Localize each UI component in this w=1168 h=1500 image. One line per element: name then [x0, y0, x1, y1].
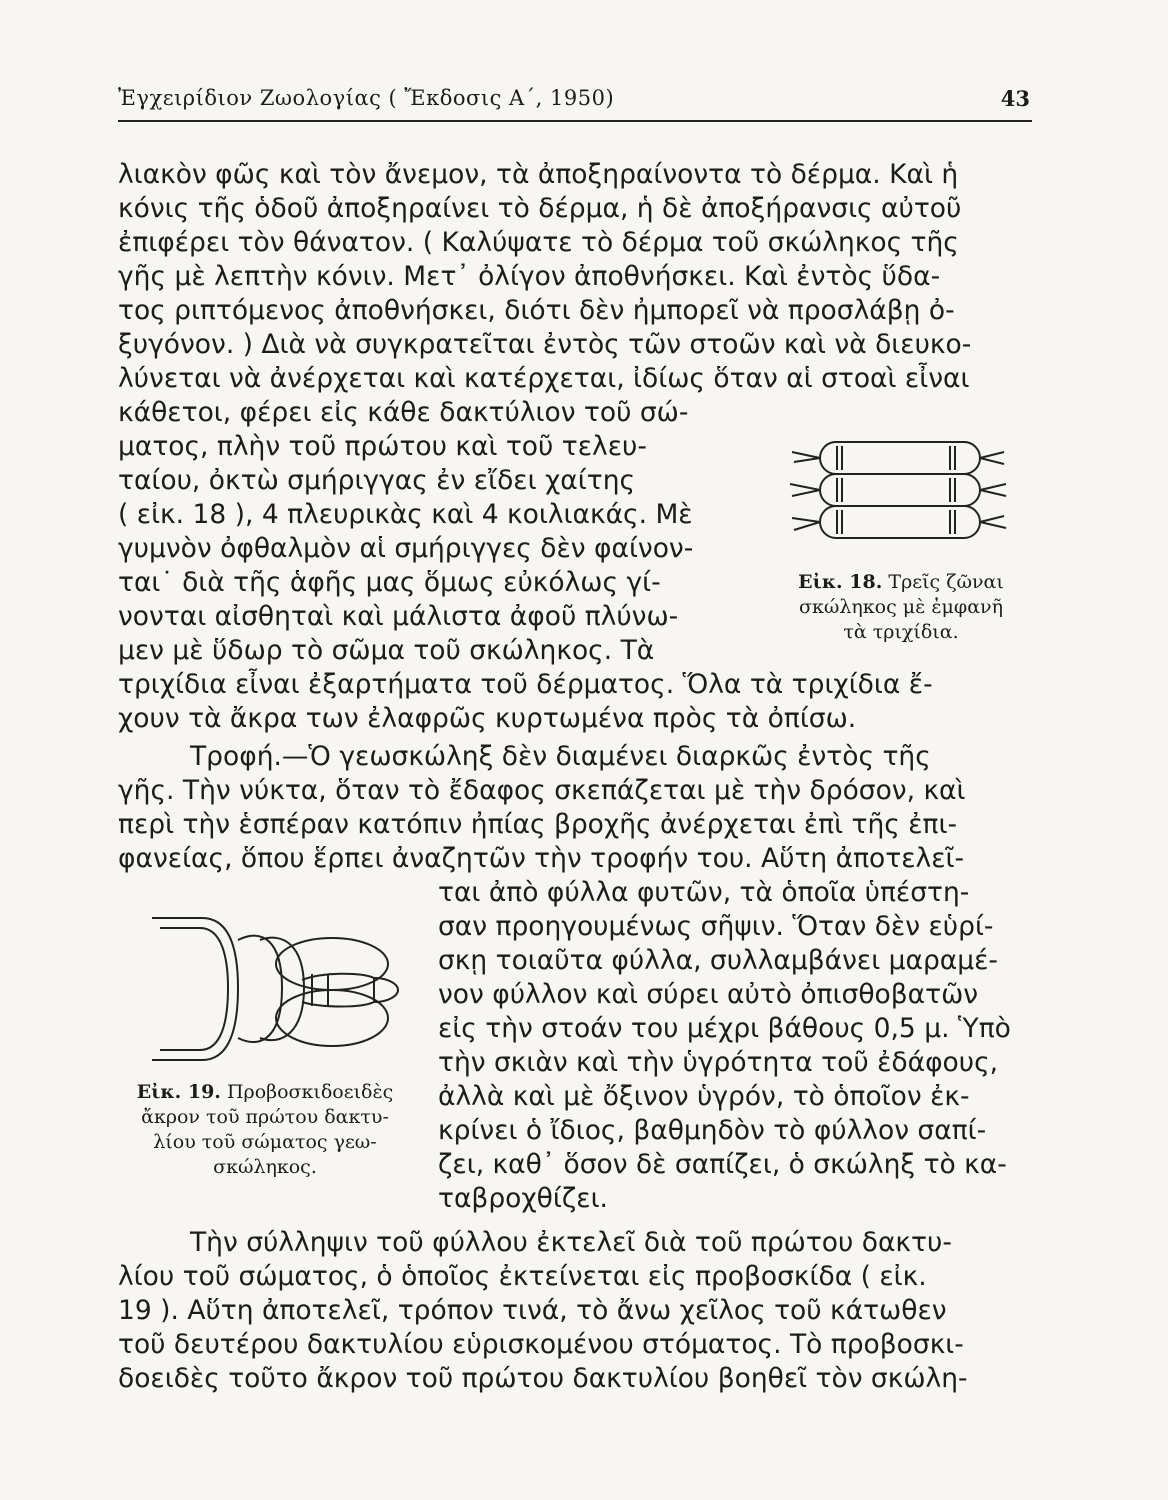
text-line: 19 ). Αὕτη ἀποτελεῖ, τρόπον τινά, τὸ ἄνω χεῖλος τοῦ κάτωθεν	[118, 1295, 947, 1326]
text-line: περὶ τὴν ἑσπέραν κατόπιν ἠπίας βροχῆς ἀνέρχεται ἐπὶ τῆς ἐπι-	[118, 809, 958, 840]
text-line: φανείας, ὅπου ἕρπει ἀναζητῶν τὴν τροφήν του. Αὕτη ἀποτελεῖ-	[118, 843, 965, 874]
text-line: ἐπιφέρει τὸν θάνατον. ( Καλύψατε τὸ δέρμα τοῦ σκώληκος τῆς	[118, 227, 959, 258]
text-line: τριχίδια εἶναι ἐξαρτήματα τοῦ δέρματος. Ὅλα τὰ τριχίδια ἔ-	[118, 669, 933, 700]
text-line: ται˙ διὰ τῆς ἁφῆς μας ὅμως εὐκόλως γί-	[118, 567, 661, 598]
text-line: μεν μὲ ὕδωρ τὸ σῶμα τοῦ σκώληκος. Τὰ	[118, 635, 655, 666]
text-line: τὴν σκιὰν καὶ τὴν ὑγρότητα τοῦ ἐδάφους,	[438, 1047, 999, 1078]
worm-segments-figure	[782, 432, 1022, 547]
text-line: λιακὸν φῶς καὶ τὸν ἄνεμον, τὰ ἀποξηραίνοντα τὸ δέρμα. Καὶ ἡ	[118, 159, 959, 190]
text-line: ἀλλὰ καὶ μὲ ὄξινον ὑγρόν, τὸ ὁποῖον ἐκ-	[438, 1081, 970, 1112]
text-line: κάθετοι, φέρει εἰς κάθε δακτύλιον τοῦ σώ-	[118, 397, 689, 428]
text-line: σαν προηγουμένως σῆψιν. Ὅταν δὲν εὑρί-	[438, 911, 994, 942]
text-line: χουν τὰ ἄκρα των ἐλαφρῶς κυρτωμένα πρὸς τὰ ὀπίσω.	[118, 703, 857, 734]
text-line: λύνεται νὰ ἀνέρχεται καὶ κατέρχεται, ἰδίως ὅταν αἱ στοαὶ εἶναι	[118, 363, 970, 394]
running-header	[118, 86, 1032, 122]
text-line: κρίνει ὁ ἴδιος, βαθμηδὸν τὸ φύλλον σαπί-	[438, 1115, 987, 1146]
figure18-label: Εἰκ. 18.	[798, 571, 883, 593]
proboscis-figure	[152, 910, 402, 1070]
text-line: σκῃ τοιαῦτα φύλλα, συλλαμβάνει μαραμέ-	[438, 945, 998, 976]
text-line: κόνις τῆς ὁδοῦ ἀποξηραίνει τὸ δέρμα, ἡ δὲ ἀποξήρανσις αὐτοῦ	[118, 193, 962, 224]
text-line: ζει, καθ᾽ ὅσον δὲ σαπίζει, ὁ σκώληξ τὸ κα-	[438, 1149, 1007, 1180]
text-line: ματος, πλὴν τοῦ πρώτου καὶ τοῦ τελευ-	[118, 431, 647, 462]
text-line: γυμνὸν ὀφθαλμὸν αἱ σμήριγγες δὲν φαίνον-	[118, 533, 694, 564]
figure19-caption-line: σκώληκος.	[213, 1156, 317, 1178]
figure19-caption-line: Προβοσκιδοειδὲς	[226, 1081, 394, 1103]
figure19-caption-line: ἄκρον τοῦ πρώτου δακτυ-	[141, 1106, 389, 1128]
text-line: νον φύλλον καὶ σύρει αὐτὸ ὀπισθοβατῶν	[438, 979, 979, 1010]
text-line: ται ἀπὸ φύλλα φυτῶν, τὰ ὁποῖα ὑπέστη-	[438, 877, 970, 908]
text-line: εἰς τὴν στοάν του μέχρι βάθους 0,5 μ. Ὑπὸ	[438, 1013, 1011, 1044]
page-number: 43	[1000, 86, 1030, 111]
text-line: ταβροχθίζει.	[438, 1183, 608, 1214]
figure19-caption-line: λίου τοῦ σώματος γεω-	[153, 1131, 377, 1153]
section-heading-line: Τροφή.—Ὁ γεωσκώληξ δὲν διαμένει διαρκῶς ἐντὸς τῆς	[190, 741, 931, 772]
text-line: ( εἰκ. 18 ), 4 πλευρικὰς καὶ 4 κοιλιακάς. Μὲ	[118, 499, 693, 530]
figure19-label: Εἰκ. 19.	[136, 1081, 221, 1103]
text-line: γῆς. Τὴν νύκτα, ὅταν τὸ ἔδαφος σκεπάζεται μὲ τὴν δρόσον, καὶ	[118, 775, 966, 806]
text-line: Τὴν σύλληψιν τοῦ φύλλου ἐκτελεῖ διὰ τοῦ πρώτου δακτυ-	[190, 1227, 952, 1258]
header-title: Ἐγχειρίδιον Ζωολογίας ( Ἔκδοσις Α΄, 1950)	[118, 86, 615, 110]
text-line: γῆς μὲ λεπτὴν κόνιν. Μετ᾽ ὀλίγον ἀποθνήσκει. Καὶ ἐντὸς ὕδα-	[118, 261, 941, 292]
text-line: ταίου, ὀκτὼ σμήριγγας ἐν εἴδει χαίτης	[118, 465, 636, 496]
text-line: λίου τοῦ σώματος, ὁ ὁποῖος ἐκτείνεται εἰς προβοσκίδα ( εἰκ.	[118, 1261, 927, 1292]
text-line: ξυγόνον. ) Διὰ νὰ συγκρατεῖται ἐντὸς τῶν στοῶν καὶ νὰ διευκο-	[118, 329, 972, 360]
text-line: δοειδὲς τοῦτο ἄκρον τοῦ πρώτου δακτυλίου βοηθεῖ τὸν σκώλη-	[118, 1363, 968, 1394]
text-line: τος ριπτόμενος ἀποθνήσκει, διότι δὲν ἠμπορεῖ νὰ προσλάβῃ ὀ-	[118, 295, 955, 326]
figure18-caption	[766, 570, 1036, 645]
figure18-caption-line: τὰ τριχίδια.	[843, 621, 959, 643]
text-line: τοῦ δευτέρου δακτυλίου εὑρισκομένου στόματος. Τὸ προβοσκι-	[118, 1329, 964, 1360]
figure18-caption-line: σκώληκος μὲ ἐμφανῆ	[799, 596, 1003, 618]
figure18-caption-line: Τρεῖς ζῶναι	[888, 571, 1004, 593]
text-line: νονται αἰσθηταὶ καὶ μάλιστα ἀφοῦ πλύνω-	[118, 601, 679, 632]
figure19-caption	[120, 1080, 410, 1180]
